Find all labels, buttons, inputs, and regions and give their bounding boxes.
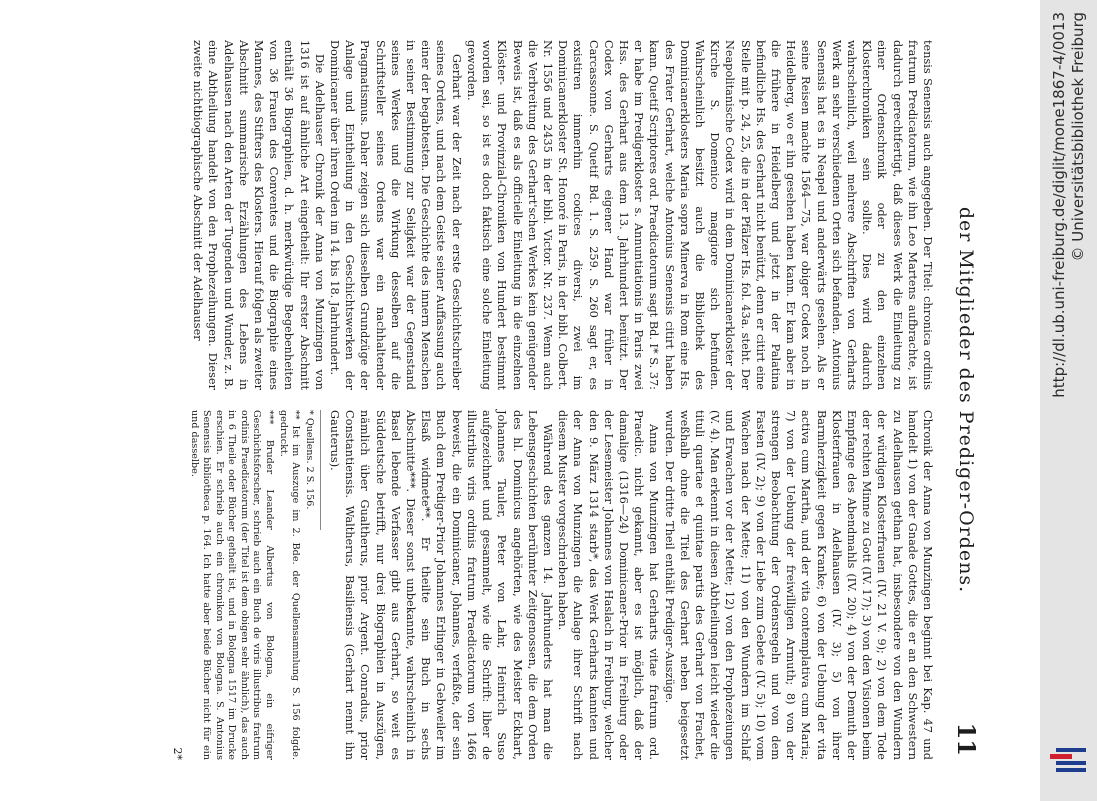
sidebar-rotated-text: [1048, 12, 1088, 752]
paragraph: Anna von Munzingen hat Gerharts vitae fratrum ord. Praedic. nicht gekannt, aber es ist möglich, daß der damalige (1316—24) Dominicaner-Prior in Freiburg oder der Lesemeister Johannes von Haslach in Freiburg, welcher den 9. März 1314 starb*, das Werk Gerharts kannten und der Anna von Munzingen die Anlage ihrer Schrift nach diesem Muster vorgeschrieben haben.: [556, 410, 661, 760]
footnotes: [187, 410, 315, 760]
footnote: ** Ist im Auszuge im 2. Bde. der Quellensammlung S. 156 folgde. gedruckt.: [277, 410, 302, 760]
sidebar-text-area: [1048, 12, 1088, 752]
ub-freiburg-logo-icon[interactable]: [1050, 744, 1086, 778]
logo-bar-mid-blue: [1056, 761, 1086, 765]
source-url-link[interactable]: http://dl.ub.uni-freiburg.de/diglit/mone1867-4/0013: [1050, 12, 1068, 398]
paragraph: Die Adelhauser Chronik der Anna von Munzingen von 1316 ist auf ähnliche Art eingetheilt: Ihr erster Abschnitt enthält 36 Biographien, d. h. merkwürdige Begebenheiten von 36 Frauen des Conventes und die Biographie eines Mannes, des Stifters des Klosters. Hierauf folgen als zweiter Abschnitt summarische Erzählungen des Lebens in Adelhausen nach den Arten der Tugenden und Wunder, z. B. eine Abtheilung handelt von den Prophezeihungen. Dieser zweite nichtbiographische Abschnitt der Adelhauser: [191, 40, 326, 390]
library-sidebar: [1040, 0, 1097, 801]
logo-bar-mid-red: [1050, 754, 1072, 759]
footnote: * Quellens. 2 S. 156.: [303, 410, 315, 510]
logo-bar-top: [1056, 748, 1086, 752]
footnote-divider: [320, 410, 321, 530]
copyright-notice: © Universitätsbibliothek Freiburg: [1069, 12, 1087, 262]
text-column-left: [190, 40, 935, 390]
running-head: der Mitglieder des Prediger-Ordens.: [955, 206, 977, 594]
logo-bar-bottom: [1056, 768, 1086, 772]
paragraph: Chronik der Anna von Munzingen beginnt bei Kap. 47 und handelt 1) von der Gnade Gottes, die er an den Schwestern zu Adelhausen gethan hat, insbesondere von den Wundern der würdigen Klosterfrauen (IV. 21 V. 9); 2) von dem Tode der rechten Minne zu Gott (IV. 17); 3) von den Visionen beim Empfange des Abendmahls (IV. 20); 4) von der Demuth der Klosterfrauen in Adelhausen (IV. 3); 5) von ihrer Barmherzigkeit gegen Kranke; 6) von der Uebung der vita activa cum Martha, und der vita contemplativa cum Maria; 7) von der Uebung der freiwilligen Armuth; 8) von der strengen Beobachtung der Ordensregeln und von dem Fasten (IV. 2); 9) von der Liebe zum Gebete (IV. 5); 10) vom Wachen nach der Mette; 11) von den Wundern im Schlaf und Erwachen vor der Mette; 12) von den Prophezeiungen (V. 4). Man erkennt in diesen Abtheilungen leicht wieder die tituli quartae et quintae partis des Gerhart von Frachet, weßhalb ohne die Titel des Gerhart neben beigesetzt wurden. Der dritte Theil enthält Prediger-Auszüge.: [662, 410, 934, 760]
text-column-right: [170, 410, 935, 760]
page-number: 11: [952, 722, 981, 756]
rotated-book-page: [45, 40, 1005, 760]
paragraph: Während des ganzen 14. Jahrhunderts hat man die Lebensgeschichten berühmter Zeitgenossen, die dem Orden des hl. Dominicus angehörten, wie des Meister Eckhart, Johannes Tauler, Peter von Lahr, Heinrich Suso aufgezeichnet und gesammelt, wie die Schrift: liber de illustribus viris ordinis fratrum Praedicatorum von 1466 beweist, die ein Dominicaner, Johannes, verfaßte, der sein Buch dem Prediger-Prior Johannes Erlinger in Gebweiler im Elsaß widmete**. Er theilte sein Buch in sechs Abschnitte***. Dieser sonst unbekannte, wahrscheinlich in Basel lebende Verfasser gibt aus Gerhart, so weit es Süddeutsche betrifft, nur drei Biographien in Auszügen, nämlich über Gualtherus, prior Argent. Conradus, prior Constantiensis. Waltherus, Basiliensis (Gerhart nennt ihn Gauterus).: [328, 410, 554, 760]
paragraph: tensis Senensis auch angegeben. Der Titel: chronica ordinis fratrum Predicatorum, wie ihn Leo Martens aufbrachte, ist dadurch gerechtfertigt, daß dieses Werk die Einleitung zu einer Ordenschronik oder zu den einzelnen Klosterchroniken sein sollte. Dies wird dadurch wahrscheinlich, weil mehrere Abschriften von Gerharts Werk an sehr verschiedenen Orten sich befanden. Antonius Senensis hat es in Neapel und anderwärts gesehen. Als er seine Reisen machte 1564—75, war obiger Codex noch in Heidelberg, wo er ihn gesehen haben kann. Er kam aber in die frühere in Heidelberg und jetzt in der Palatina befindliche Hs. des Gerhart nicht benützt, denn er citirt eine Stelle mit p. 24, 25, die in der Pfälzer Hs. fol. 43a. steht. Der Neapolitanische Codex wird in dem Dominicanerkloster der Kirche S. Domenico maggiore sich befunden. Wahrscheinlich besitzt auch die Bibliothek des Dominicanerklosters Maria sopra Minerva in Rom eine Hs. des Frater Gerhart, welche Antonius Senensis citirt haben kann. Quetif Scriptores ord. Praedicatorum sagt Bd. I* S. 37: er habe im Predigerkloster s. Annuntiationis in Paris zwei Hss. des Gerhart aus dem 13. Jahrhundert benützt. Der Codex von Gerharts eigener Hand war früher in Carcassonne. S. Quetif Bd. 1. S. 259. S. 260 sagt er, es existiren immerhin codices diversi, zwei im Dominicanerkloster St. Honoré in Paris, in der bibl. Colbert. Nr. 1556 und 2435 in der bibl. Victor. Nr. 237. Wenn auch die Verbreitung des Gerhart'schen Werkes kein genügender Beweis ist, daß es als officielle Einleitung in die einzelnen Klöster- und Provinzial-Chroniken von Hundert bestimmt worden sei, so ist es doch faktisch eine solche Einleitung geworden.: [464, 40, 934, 390]
signature-mark: 2*: [170, 747, 184, 760]
paragraph: Gerhart war der Zeit nach der erste Geschichtschreiber seines Ordens, und nach dem Geiste seiner Auffassung auch einer der begabtesten. Die Geschichte des innern Menschen in seiner Bestimmung zur Seligkeit war der Gegenstand seines Werkes und die Wirkung desselben auf die Schriftsteller seines Ordens war ein nachhaltender Pragmatismus. Daher zeigen sich dieselben Grundzüge der Anlage und Eintheilung in den Geschichtswerken der Dominicaner über ihren Orden im 14. bis 18. Jahrhundert.: [328, 40, 463, 390]
page-header: [951, 40, 979, 760]
footnote: *** Bruder Leander Albertus von Bologna, ein eifriger Geschichtsforscher, schrieb auch ein Buch de viris illustribus fratrum ordinis Praedicatorum (der Titel ist dem obigen sehr ähnlich), das auch in 6 Theile oder Bücher getheilt ist, und in Bologna 1517 im Drucke erschien. Er schrieb auch ein chronikon von Bologna. S. Antonius Senensis bibliotheca p. 164. Ich hatte aber beide Bücher nicht für ein und dasselbe.: [188, 410, 276, 760]
